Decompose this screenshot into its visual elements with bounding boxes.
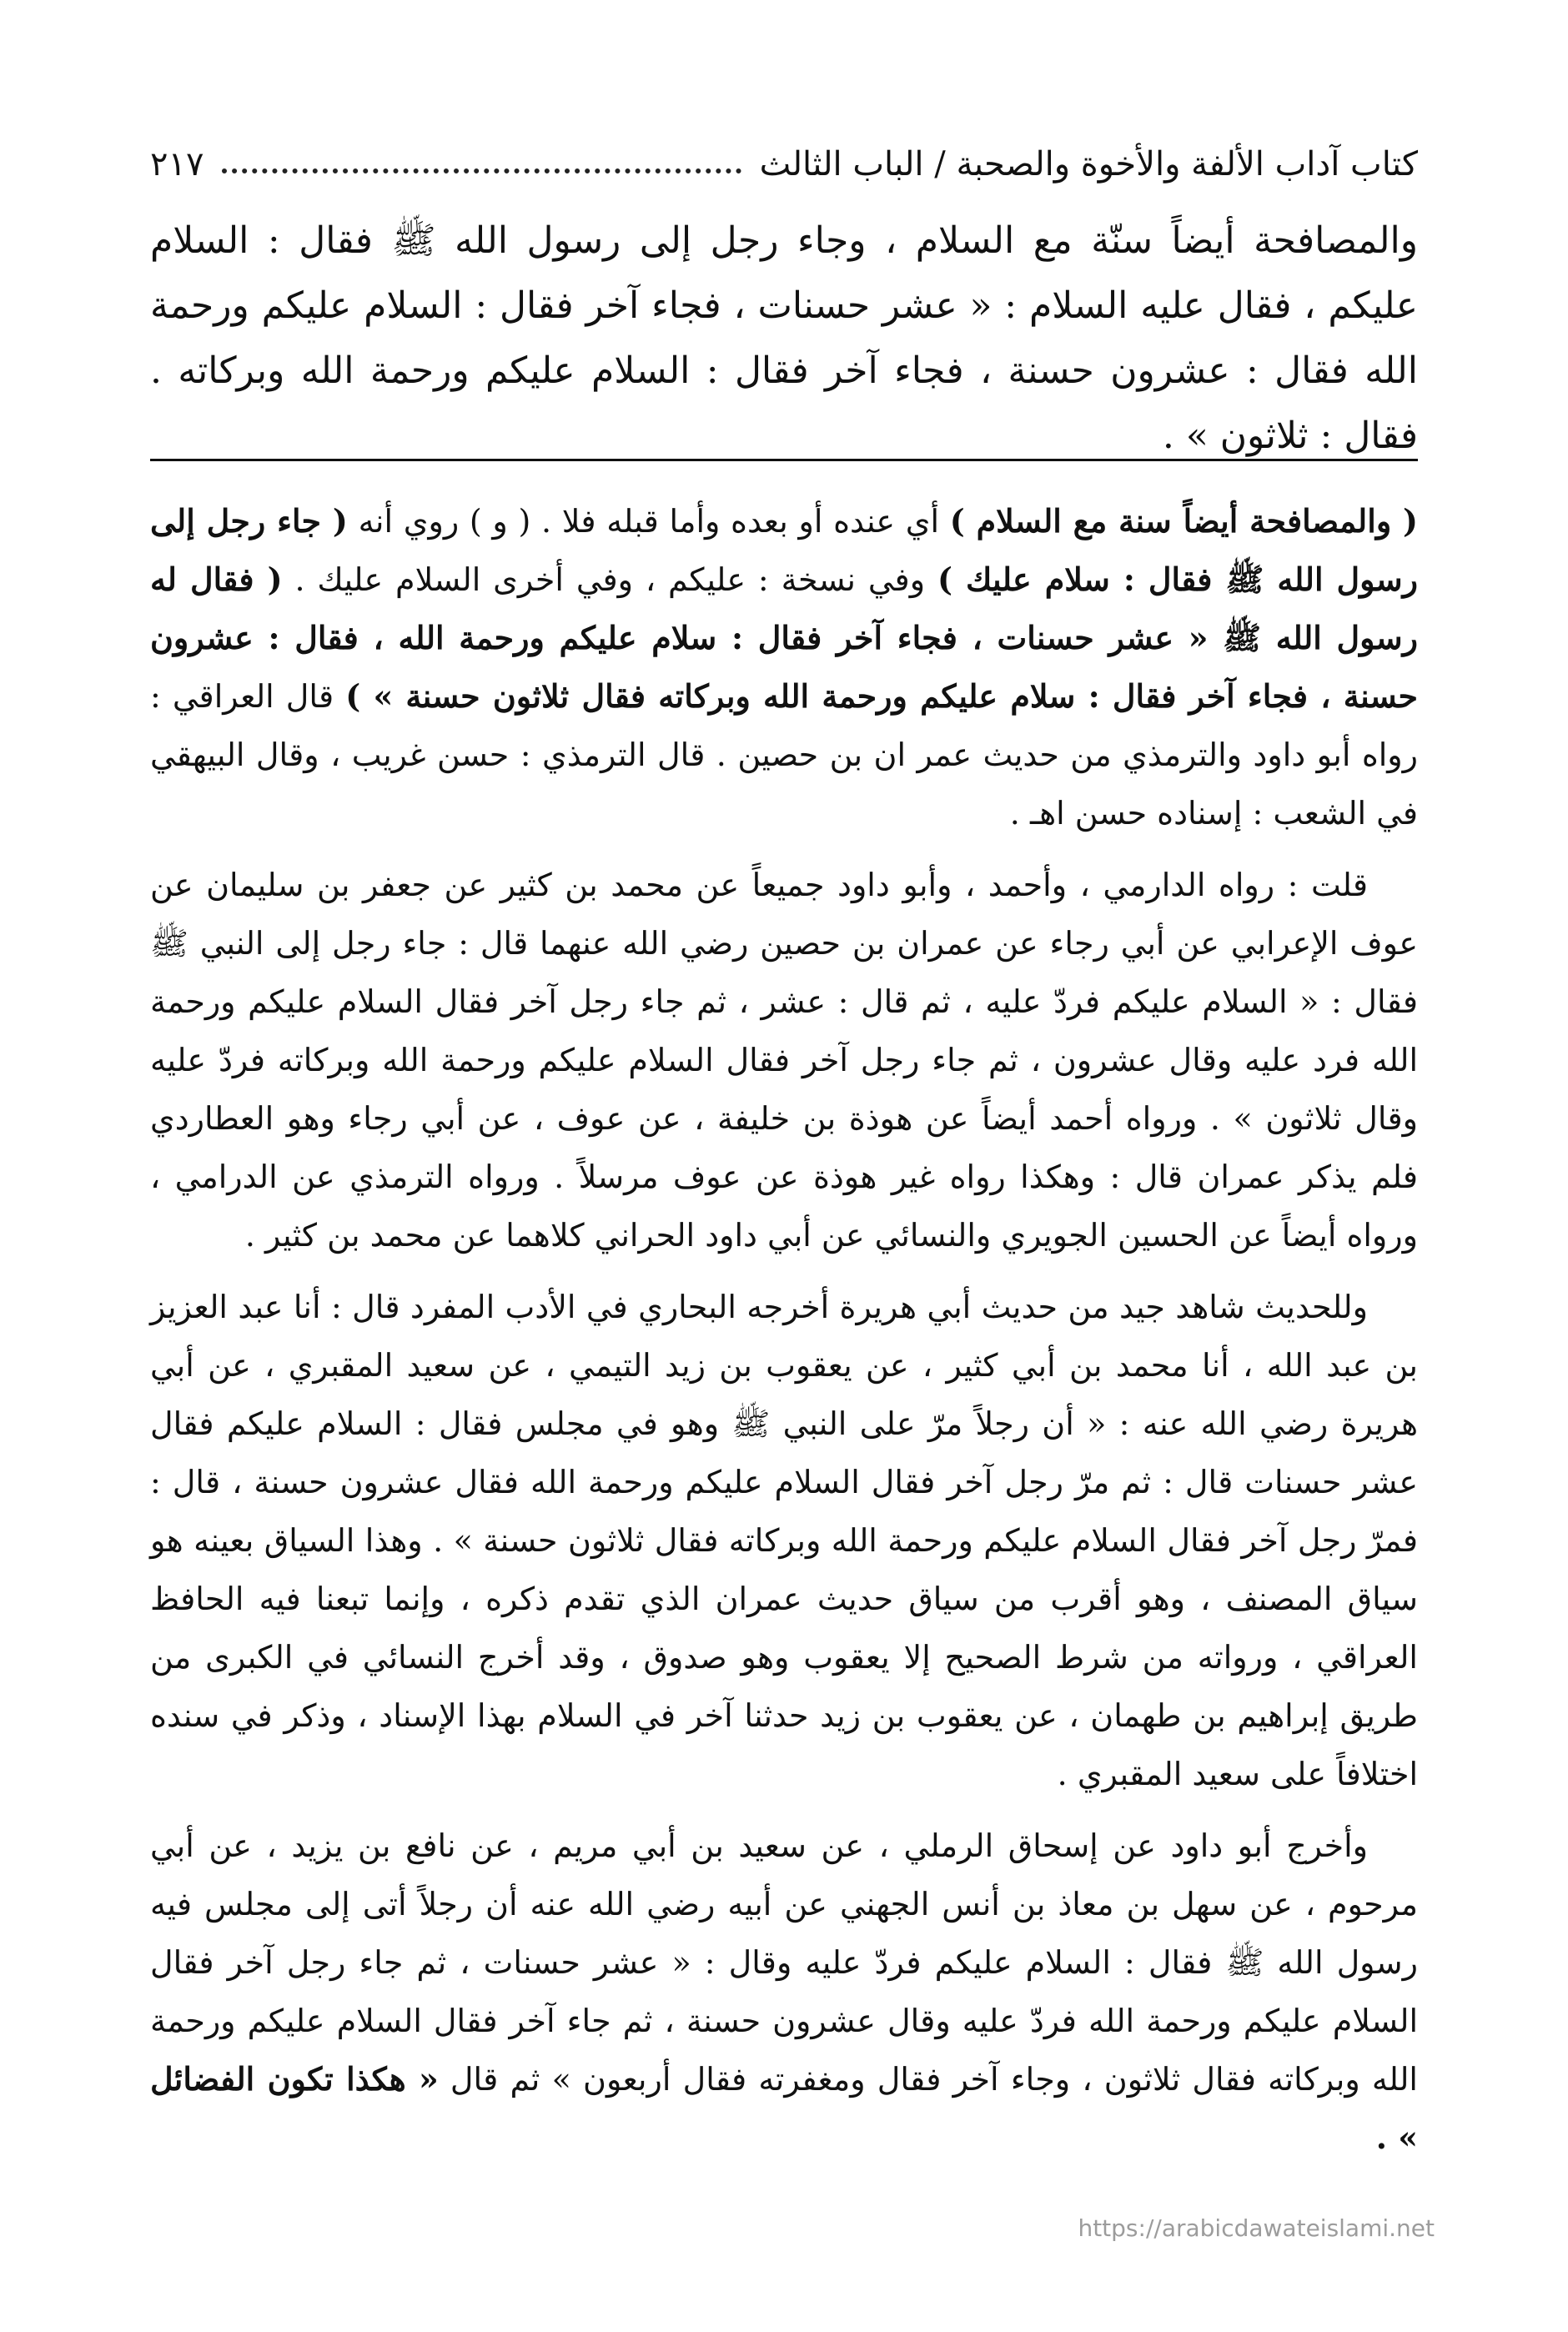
book-page — [150, 100, 1418, 2285]
commentary-paragraph-4 — [150, 1817, 1418, 2167]
commentary-paragraph-1 — [150, 492, 1418, 842]
quoted-matn-3: ( فقال له رسول الله ﷺ « عشر حسنات ، فجاء آخر فقال : سلام عليكم ورحمة الله ، فقال : عشرون حسنة ، فجاء آخر فقال : سلام عليكم ورحمة الله وبركاته فقال ثلاثون حسنة » ) — [150, 560, 1418, 715]
commentary — [150, 492, 1418, 2180]
quoted-matn-4: « هكذا تكون الفضائل » . — [150, 2060, 1418, 2156]
header-title: كتاب آداب الألفة والأخوة والصحبة / الباب الثالث — [759, 145, 1418, 183]
page-number: ٢١٧ — [150, 145, 204, 183]
running-header — [150, 117, 1418, 183]
commentary-text-3: قال العراقي : رواه أبو داود والترمذي من حديث عمر ان بن حصين . قال الترمذي : حسن غريب ، وقال البيهقي في الشعب : إسناده حسن اهـ . — [150, 678, 1418, 832]
commentary-text-4: وأخرج أبو داود عن إسحاق الرملي ، عن سعيد بن أبي مريم ، عن نافع بن يزيد ، عن أبي مرحوم ، عن سهل بن معاذ بن أنس الجهني عن أبيه رضي الله عنه أن رجلاً أتى إلى مجلس فيه رسول الله ﷺ فقال : السلام عليكم فردّ عليه وقال : « عشر حسنات ، ثم جاء رجل آخر فقال السلام عليكم ورحمة الله فردّ عليه وقال عشرون حسنة ، ثم جاء آخر فقال السلام عليكم ورحمة الله وبركاته فقال ثلاثون ، وجاء آخر فقال ومغفرته فقال أربعون » ثم قال — [150, 1827, 1418, 2098]
separator-rule — [150, 459, 1418, 461]
main-text: والمصافحة أيضاً سنّة مع السلام ، وجاء رجل إلى رسول الله ﷺ فقال : السلام عليكم ، فقال عليه السلام : « عشر حسنات ، فجاء آخر فقال : السلام عليكم ورحمة الله فقال : عشرون حسنة ، فجاء آخر فقال : السلام عليكم ورحمة الله وبركاته . فقال : ثلاثون » . — [150, 219, 1418, 457]
commentary-paragraph-3: وللحديث شاهد جيد من حديث أبي هريرة أخرجه البحاري في الأدب المفرد قال : أنا عبد العزيز بن عبد الله ، أنا محمد بن أبي كثير ، عن يعقوب بن زيد التيمي ، عن سعيد المقبري ، عن أبي هريرة رضي الله عنه : « أن رجلاً مرّ على النبي ﷺ وهو في مجلس فقال : السلام عليكم فقال عشر حسنات قال : ثم مرّ رجل آخر فقال السلام عليكم ورحمة الله فقال عشرون حسنة ، قال : فمرّ رجل آخر فقال السلام عليكم ورحمة الله وبركاته فقال ثلاثون حسنة » . وهذا السياق بعينه هو سياق المصنف ، وهو أقرب من سياق حديث عمران الذي تقدم ذكره ، وإنما تبعنا فيه الحافظ العراقي ، ورواته من شرط الصحيح إلا يعقوب وهو صدوق ، وقد أخرج النسائي في الكبرى من طريق إبراهيم بن طهمان ، عن يعقوب بن زيد حدثنا آخر في السلام بهذا الإسناد ، وذكر في سنده اختلافاً على سعيد المقبري . — [150, 1289, 1418, 1792]
header-dot-leader — [222, 168, 741, 173]
commentary-text-2: وفي نسخة : عليكم ، وفي أخرى السلام عليك . — [282, 561, 937, 598]
commentary-text-1: أي عنده أو بعده وأما قبله فلا . ( و ) روي أنه — [347, 503, 950, 540]
commentary-paragraph-2: قلت : رواه الدارمي ، وأحمد ، وأبو داود جميعاً عن محمد بن كثير عن جعفر بن سليمان عن عوف الإعرابي عن أبي رجاء عن عمران بن حصين رضي الله عنهما قال : جاء رجل إلى النبي ﷺ فقال : « السلام عليكم فردّ عليه ، ثم قال : عشر ، ثم جاء رجل آخر فقال السلام عليكم ورحمة الله فرد عليه وقال عشرون ، ثم جاء رجل آخر فقال السلام عليكم ورحمة الله وبركاته فردّ عليه وقال ثلاثون » . ورواه أحمد أيضاً عن هوذة بن خليفة ، عن عوف ، عن أبي رجاء وهو العطاردي فلم يذكر عمران قال : وهكذا رواه غير هوذة عن عوف مرسلاً . ورواه الترمذي عن الدرامي ، ورواه أيضاً عن الحسين الجويري والنسائي عن أبي داود الحراني كلاهما عن محمد بن كثير . — [150, 867, 1418, 1254]
quoted-matn-1: ( والمصافحة أيضاً سنة مع السلام ) — [949, 502, 1418, 540]
quoted-matn-2: ( جاء رجل إلى رسول الله ﷺ فقال : سلام عليك ) — [150, 502, 1418, 598]
watermark-url: https://arabicdawateislami.net — [1078, 2214, 1435, 2242]
